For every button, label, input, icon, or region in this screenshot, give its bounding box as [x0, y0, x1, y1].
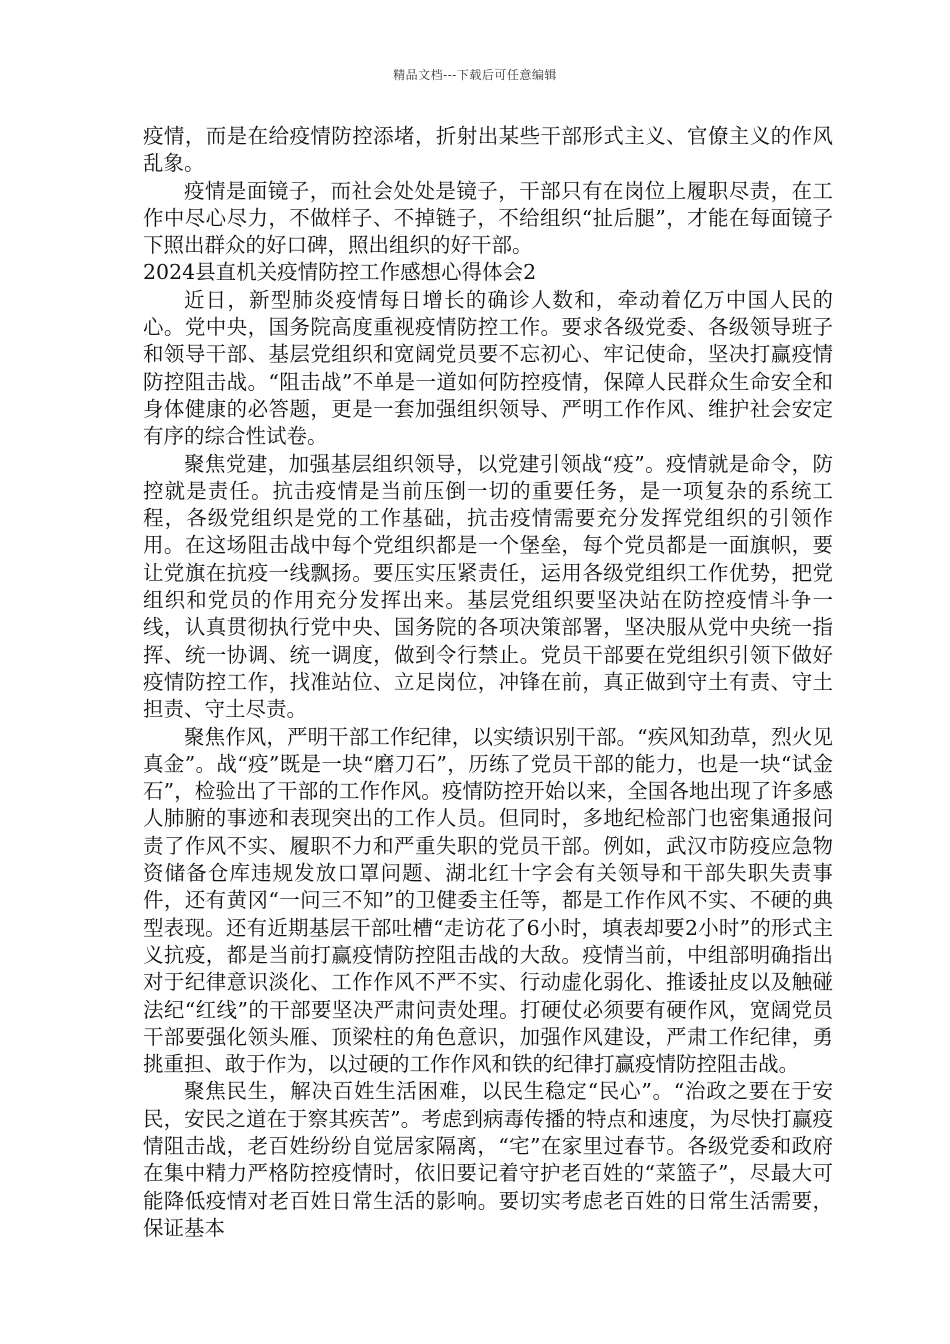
paragraph-continuation: 疫情，而是在给疫情防控添堵，折射出某些干部形式主义、官僚主义的作风乱象。 — [143, 124, 833, 176]
paragraph-livelihood: 聚焦民生，解决百姓生活困难，以民生稳定“民心”。“治政之要在于安民，安民之道在于察其疾苦”。考虑到病毒传播的特点和速度，为尽快打赢疫情阻击战，老百姓纷纷自觉居家隔离，“宅”在家里过春节。各级党委和政府在集中精力严格防控疫情时，依旧要记着守护老百姓的“菜篮子”，尽最大可能降低疫情对老百姓日常生活的影响。要切实考虑老百姓的日常生活需要，保证基本 — [143, 1079, 833, 1240]
page-header: 精品文档---下载后可任意编辑 — [393, 68, 557, 82]
section-title: 2024县直机关疫情防控工作感想心得体会2 — [143, 260, 537, 285]
paragraph-party-building: 聚焦党建，加强基层组织领导，以党建引领战“疫”。疫情就是命令，防控就是责任。抗击疫情是当前压倒一切的重要任务，是一项复杂的系统工程，各级党组织是党的工作基础，抗击疫情需要充分发挥党组织的引领作用。在这场阻击战中每个党组织都是一个堡垒，每个党员都是一面旗帜，要让党旗在抗疫一线飘扬。要压实压紧责任，运用各级党组织工作优势，把党组织和党员的作用充分发挥出来。基层党组织要坚决站在防控疫情斗争一线，认真贯彻执行党中央、国务院的各项决策部署，坚决服从党中央统一指挥、统一协调、统一调度，做到令行禁止。党员干部要在党组织引领下做好疫情防控工作，找准站位、立足岗位，冲锋在前，真正做到守土有责、守土担责、守土尽责。 — [143, 451, 833, 722]
paragraph-work-style: 聚焦作风，严明干部工作纪律，以实绩识别干部。“疾风知劲草，烈火见真金”。战“疫”既是一块“磨刀石”，历练了党员干部的能力，也是一块“试金石”，检验出了干部的工作作风。疫情防控开始以来，全国各地出现了许多感人肺腑的事迹和表现突出的工作人员。但同时，多地纪检部门也密集通报问责了作风不实、履职不力和严重失职的党员干部。例如，武汉市防疫应急物资储备仓库违规发放口罩问题、湖北红十字会有关领导和干部失职失责事件，还有黄冈“一问三不知”的卫健委主任等，都是工作作风不实、不硬的典型表现。还有近期基层干部吐槽“走访花了6小时，填表却要2小时”的形式主义抗疫，都是当前打赢疫情防控阻击战的大敌。疫情当前，中组部明确指出对于纪律意识淡化、工作作风不严不实、行动虚化弱化、推诿扯皮以及触碰法纪“红线”的干部要坚决严肃问责处理。打硬仗必须要有硬作风，宽阔党员干部要强化领头雁、顶梁柱的角色意识，加强作风建设，严肃工作纪律，勇挑重担、敢于作为，以过硬的工作作风和铁的纪律打赢疫情防控阻击战。 — [143, 724, 833, 1077]
document-body — [143, 123, 833, 1242]
paragraph-mirror: 疫情是面镜子，而社会处处是镜子，干部只有在岗位上履职尽责，在工作中尽心尽力，不做样子、不掉链子，不给组织“扯后腿”，才能在每面镜子下照出群众的好口碑，照出组织的好干部。 — [143, 178, 833, 258]
paragraph-intro: 近日，新型肺炎疫情每日增长的确诊人数和，牵动着亿万中国人民的心。党中央，国务院高度重视疫情防控工作。要求各级党委、各级领导班子和领导干部、基层党组织和宽阔党员要不忘初心、牢记使命，坚决打赢疫情防控阻击战。“阻击战”不单是一道如何防控疫情，保障人民群众生命安全和身体健康的必答题，更是一套加强组织领导、严明工作作风、维护社会安定有序的综合性试卷。 — [143, 287, 833, 449]
